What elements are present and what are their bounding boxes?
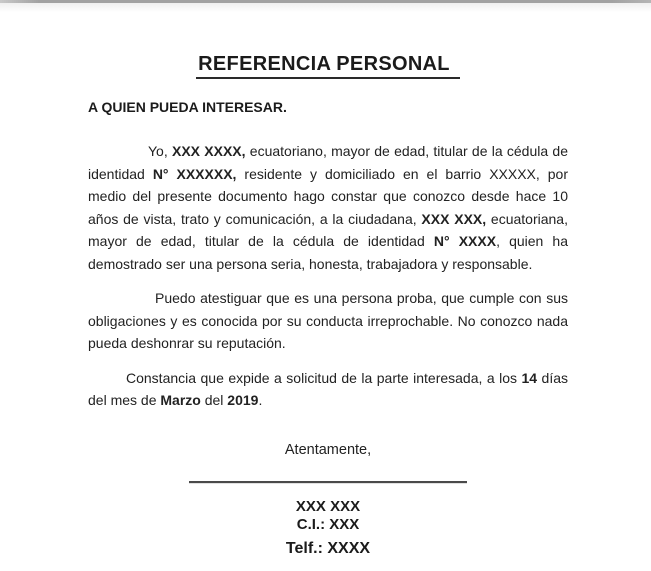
text-run: residente y domiciliado en el barrio XXXXX, por medio del presente documento hago constar que conozco desde hace 10 años de vista, trato y comunicación, a la ciudadana, [88,165,568,227]
text-run: del [200,392,228,408]
text-run: 14 [521,369,538,386]
signature-rule [189,481,467,483]
text-run: N° XXXX [433,233,497,249]
signatory-phone: Telf.: XXXX [285,539,371,557]
text-run: Yo, [148,143,172,159]
text-run: , quien ha demostrado ser una persona seria, honesta, trabajadora y responsable. [88,233,569,272]
text-run: XXX XXXX, [172,143,246,159]
closing-line: Atentamente, [284,441,372,458]
document-page [0,53,651,558]
text-run: XXX XXX, [421,210,487,227]
scan-top-band [0,3,651,12]
text-run: 2019 [227,392,259,408]
text-run: ecuatoriana, mayor de edad, titular de la cédula de identidad [88,210,568,249]
body-paragraph-1 [88,140,568,275]
text-run: Constancia que expide a solicitud de la parte interesada, a los [126,369,522,386]
text-run: . [258,392,263,408]
signatory-name: XXX XXX [295,497,361,515]
text-run: ecuatoriano, mayor de edad, titular de la cédula de identidad [88,143,568,182]
text-run: Marzo [160,392,201,408]
letter-title [88,53,568,76]
text-run: N° XXXXXX, [152,165,237,182]
salutation-line: A QUIEN PUEDA INTERESAR. [88,99,287,115]
signatory-id: C.I.: XXX [296,515,360,533]
signature-block [88,498,568,558]
body-paragraph-3 [88,367,568,412]
letter-body [88,140,568,412]
text-run: Puedo atestiguar que es una persona proba, que cumple con sus obligaciones y es conocida por su conducta irreprochable. No conozco nada pueda deshonrar su reputación. [88,290,568,351]
body-paragraph-2 [88,287,568,355]
text-run: días del mes de [88,369,568,408]
letter-title-text: REFERENCIA PERSONAL [196,53,460,79]
